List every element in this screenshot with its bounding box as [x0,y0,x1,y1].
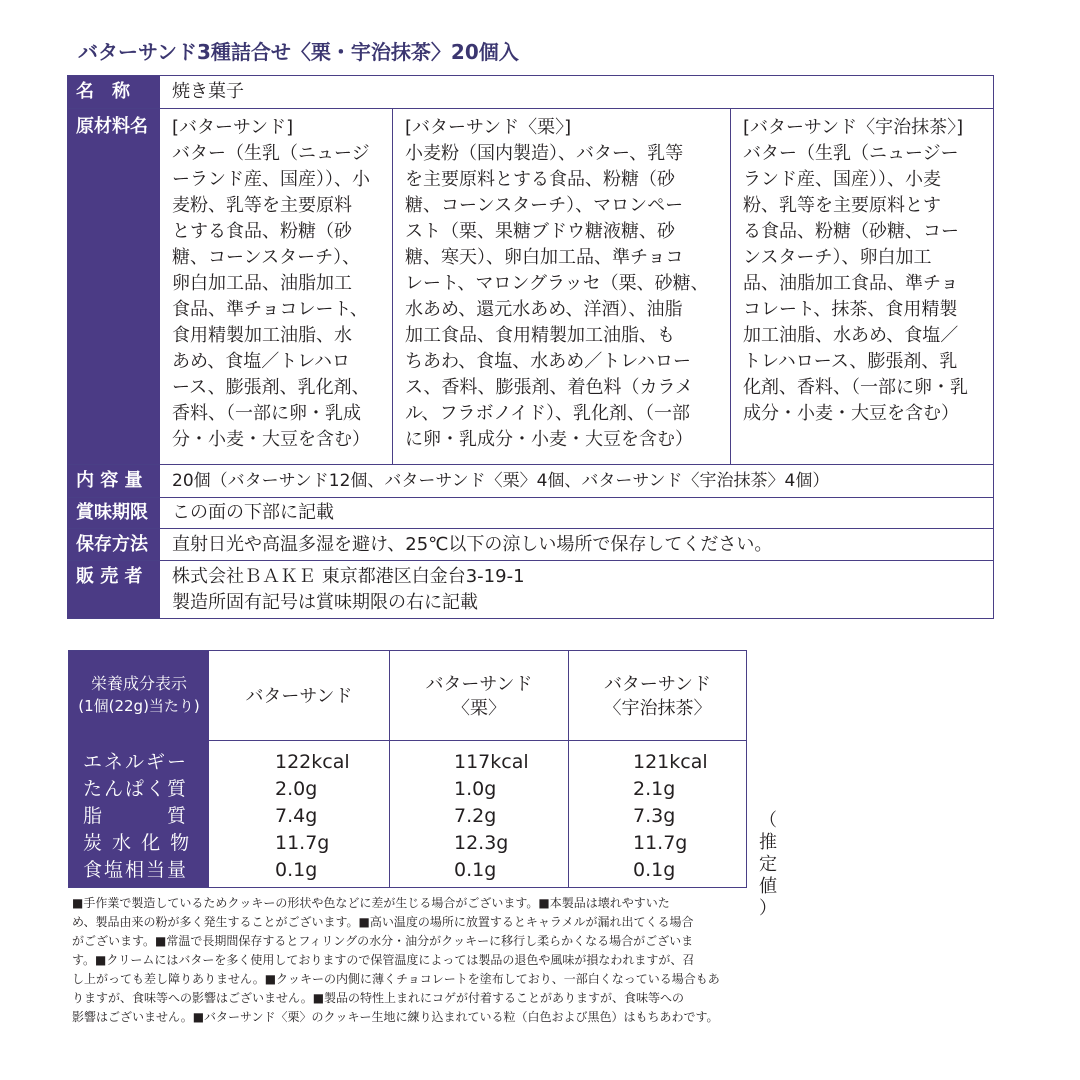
ingredient-line: 麦粉、乳等を主要原料 [172,195,352,216]
estimate-char: 推 [759,832,777,853]
ingredient-line: 分・小麦・大豆を含む） [172,429,370,450]
nutrient-name: 脂 質 [83,805,189,827]
content-header: 内 容 量 [68,465,160,497]
ingredient-line: ース、膨張剤、乳化剤、 [172,377,370,398]
column-header-line: バターサンド [603,674,712,695]
ingredient-line: とする食品、粉糖（砂 [172,221,352,242]
nutrient-value: 7.3g [633,805,676,827]
ingredient-line: レート、マロングラッセ（栗、砂糖、 [405,273,709,294]
nutrition-header-line: (1個(22g)当たり) [78,697,200,715]
nutrient-value: 1.0g [454,778,497,800]
nutrient-value: 0.1g [275,859,318,881]
caution-notes [72,894,784,1027]
nutrient-value: 0.1g [633,859,676,881]
nutrient-name: 食塩相当量 [83,859,189,881]
estimate-char: ） [759,898,777,919]
nutrient-value: 2.1g [633,778,676,800]
nutrient-names [69,741,209,887]
ingredient-line: [バターサンド〈宇治抹茶〉] [743,117,964,138]
note-line: め、製品由来の粉が多く発生することがございます。■高い温度の場所に放置するとキャラメルが漏れ出てくる場合 [72,915,694,929]
seller-note: 製造所固有記号は賞味期限の右に記載 [172,592,478,613]
note-line: ■手作業で製造しているためクッキーの形状や色などに差が生じる場合がございます。■本製品は壊れやすいた [72,896,670,910]
best-before-row [68,498,993,529]
seller-row [68,561,993,618]
ingredient-line: ス、香料、膨張剤、着色料（カラメ [405,377,693,398]
best-before-value: この面の下部に記載 [172,502,334,523]
nutrient-value: 11.7g [633,832,688,854]
ingredient-line: 加工油脂、水あめ、食塩／ [743,325,959,346]
ingredient-line: を主要原料とする食品、粉糖（砂 [405,169,675,190]
ingredient-line: ンスターチ）、卵白加工 [743,247,932,268]
ingredient-line: [バターサンド〈栗〉] [405,117,572,138]
nutrient-value: 0.1g [454,859,497,881]
ingredient-line: あめ、食塩／トレハロ [172,351,351,372]
note-line: 影響はございません。■バターサンド〈栗〉のクッキー生地に練り込まれている粒（白色および黒色）はもちあわです。 [72,1010,719,1024]
ingredient-line: トレハロース、膨張剤、乳 [743,351,958,372]
name-header: 名 称 [68,76,160,108]
ingredients-row [68,109,993,465]
column-header-uji-matcha [568,651,746,741]
nutrient-value: 2.0g [275,778,318,800]
ingredient-line: 卵白加工品、油脂加工 [172,273,352,294]
ingredient-line: バター（生乳（ニュージ [172,143,370,164]
nutrition-header [69,651,209,741]
estimate-char: （ [759,810,777,831]
note-line: りますが、食味等への影響はございません。■製品の特性上まれにコゲが付着することがありますが、食味等への [72,991,685,1005]
estimate-char: 定 [759,854,777,875]
column-header-butter-sand [209,651,389,741]
ingredients-uji-matcha [730,109,993,464]
column-header-line: 〈栗〉 [452,698,506,719]
ingredient-line: 糖、寒天）、卵白加工品、準チョコ [405,247,684,268]
nutrition-table [68,650,747,888]
seller-header: 販 売 者 [68,561,160,618]
ingredient-line: スト（栗、果糖ブドウ糖液糖、砂 [405,221,675,242]
nutrient-value: 11.7g [275,832,330,854]
column-header-line: バターサンド [425,674,533,695]
ingredient-line: 成分・小麦・大豆を含む） [743,403,959,424]
ingredient-line: ちあわ、食塩、水あめ／トレハロー [405,351,692,372]
note-line: し上がっても差し障りありません。■クッキーの内側に薄くチョコレートを塗布しており、一部白くなっている場合もあ [72,972,720,986]
ingredient-line: バター（生乳（ニュージー [743,143,959,164]
ingredient-line: 品、油脂加工食品、準チョ [743,273,959,294]
ingredient-line: 糖、コーンスターチ）、マロンペー [405,195,684,216]
ingredient-line: ル、フラボノイド）、乳化剤、（一部 [405,403,690,424]
nutrient-value: 117kcal [454,751,529,773]
ingredient-line: 化剤、香料、（一部に卵・乳 [743,377,968,398]
estimate-char: 値 [759,876,777,897]
best-before-header: 賞味期限 [68,498,160,528]
nutrient-value: 122kcal [275,751,350,773]
ingredient-line: 食用精製加工油脂、水 [172,325,352,346]
ingredient-line: ランド産、国産））、小麦 [743,169,941,190]
ingredient-line: 粉、乳等を主要原料とす [743,195,941,216]
seller-value: 株式会社ＢＡＫＥ 東京都港区白金台3-19-1 [172,566,525,587]
ingredient-line: る食品、粉糖（砂糖、コー [743,221,959,242]
storage-header: 保存方法 [68,529,160,560]
ingredients-chestnut [392,109,730,464]
name-row [68,76,993,109]
nutrient-name: たんぱく質 [83,778,189,800]
column-header-chestnut [389,651,568,741]
column-header-line: バターサンド [245,686,353,707]
ingredient-line: コレート、抹茶、食用精製 [743,299,958,320]
ingredient-line: 水あめ、還元水あめ、洋酒）、油脂 [405,299,683,320]
ingredient-line: ーランド産、国産））、小 [172,169,370,190]
ingredient-line: 香料、（一部に卵・乳成 [172,403,361,424]
ingredient-line: [バターサンド] [172,117,294,138]
ingredients-butter-sand [160,109,392,464]
storage-value: 直射日光や高温多湿を避け、25℃以下の涼しい場所で保存してください。 [172,534,773,555]
storage-row [68,529,993,561]
note-line: す。■クリームにはバターを多く使用しておりますので保管温度によっては製品の退色や風味が損なわれますが、召 [72,953,695,967]
nutrition-header-line: 栄養成分表示 [90,674,187,693]
nutrient-value: 12.3g [454,832,509,854]
ingredient-line: 糖、コーンスターチ）、 [172,247,361,268]
ingredient-line: 加工食品、食用精製加工油脂、も [405,325,675,346]
ingredients-header: 原材料名 [68,109,160,464]
nutrient-value: 121kcal [633,751,708,773]
nutrient-name: 炭 水 化 物 [83,832,192,854]
content-value: 20個（バターサンド12個、バターサンド〈栗〉4個、バターサンド〈宇治抹茶〉4個） [172,471,830,491]
nutrient-name: エネルギー [83,751,189,773]
ingredient-line: に卵・乳成分・小麦・大豆を含む） [405,429,693,450]
ingredient-line: 小麦粉（国内製造）、バター、乳等 [405,143,684,164]
product-title: バターサンド3種詰合せ〈栗・宇治抹茶〉20個入 [78,40,519,64]
values-uji-matcha [568,741,746,887]
nutrient-value: 7.2g [454,805,497,827]
values-chestnut [389,741,568,887]
values-butter-sand [209,741,389,887]
content-row [68,465,993,498]
label-table [67,75,994,619]
name-value: 焼き菓子 [172,81,244,102]
column-header-line: 〈宇治抹茶〉 [603,698,712,719]
nutrient-value: 7.4g [275,805,318,827]
ingredient-line: 食品、準チョコレート、 [172,299,368,320]
note-line: がございます。■常温で長期間保存するとフィリングの水分・油分がクッキーに移行し柔らかくなる場合がございま [72,934,694,948]
